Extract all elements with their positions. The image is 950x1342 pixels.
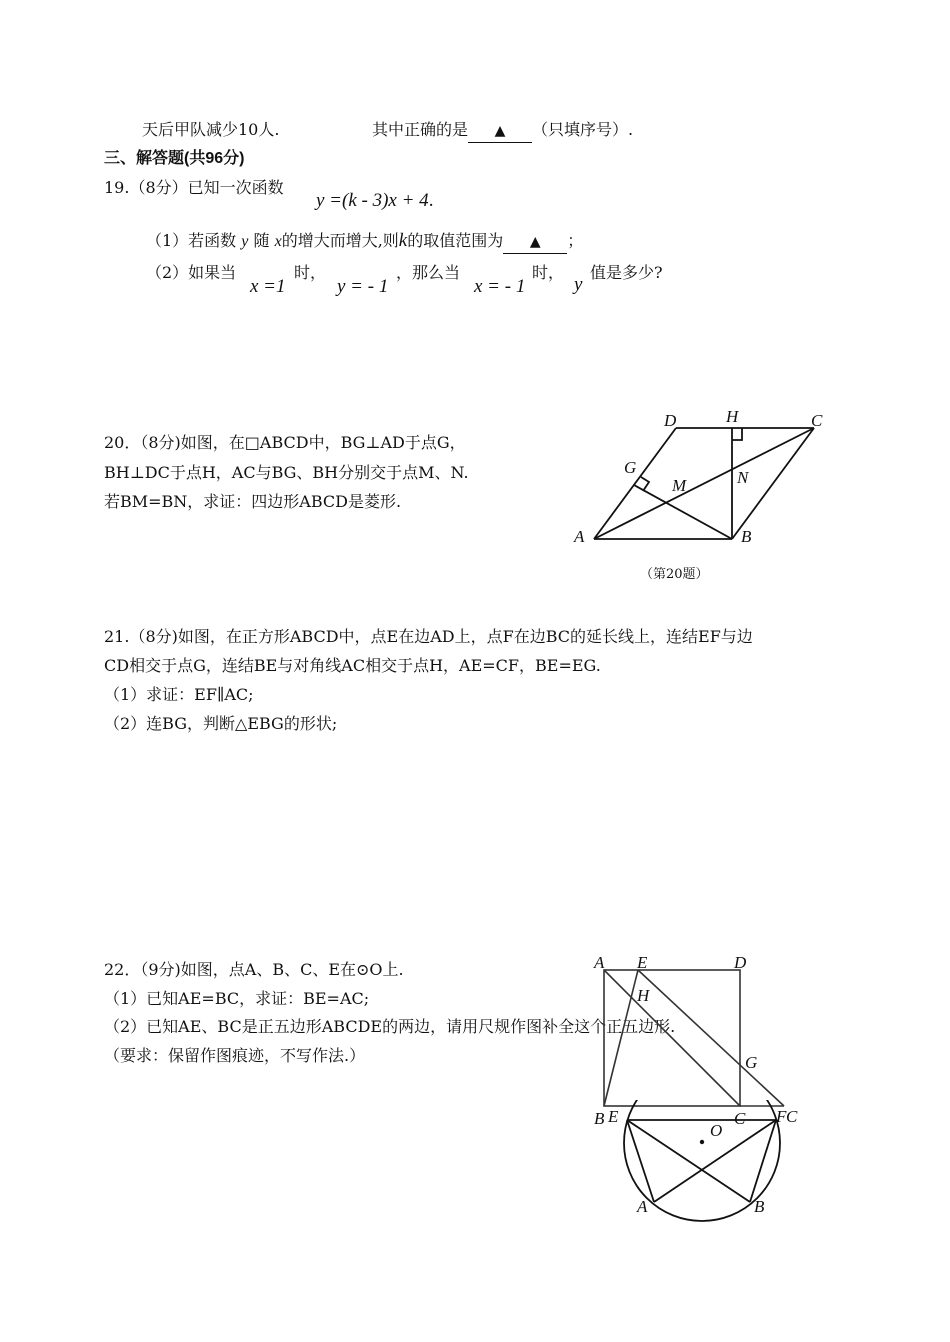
fig20-label-H: H: [726, 407, 739, 426]
q21-line2: CD相交于点G，连结BE与对角线AC相交于点H，AE=CF，BE=EG.: [104, 656, 601, 675]
q18-note: （只填序号）.: [532, 120, 634, 139]
q18-tail-text: 天后甲队减少10人.: [142, 120, 280, 139]
q19-p2-shi2: 时，: [532, 263, 565, 282]
fig21-label-F: F: [776, 1107, 787, 1125]
q19-p1-k: k: [398, 230, 408, 251]
q22-circle-figure: [600, 1100, 810, 1235]
fig22-label-E: E: [608, 1107, 619, 1126]
fig20-label-D: D: [664, 411, 677, 430]
q19-p1-prefix: （1）若函数: [146, 231, 237, 250]
fig21-label-D: D: [734, 953, 747, 972]
q19-p2-mid: ，那么当: [396, 263, 461, 282]
fig21-label-G: G: [745, 1053, 758, 1072]
q19-head: 19.（8分）已知一次函数: [104, 178, 284, 197]
fig21-label-H: H: [637, 986, 650, 1005]
q20-line3: 若BM=BN，求证：四边形ABCD是菱形.: [104, 492, 402, 511]
q19-p1-x: x: [274, 233, 282, 250]
q18-answer-blank[interactable]: ▲: [468, 120, 532, 143]
q21-line1: 21.（8分)如图，在正方形ABCD中，点E在边AD上，点F在边BC的延长线上，连结EF与边: [104, 627, 753, 646]
q19-formula: y =(k - 3)x + 4.: [316, 190, 434, 211]
fig20-label-G: G: [624, 458, 637, 477]
q18-tail-line: [142, 119, 279, 141]
q19-p1-end: ；: [567, 231, 584, 250]
q22-part2: （2）已知AE、BC是正五边形ABCDE的两边，请用尺规作图补全这个正五边形.: [104, 1017, 676, 1036]
q21-part1: （1）求证：EF∥AC;: [104, 685, 254, 704]
q19-p1-tail: 的取值范围为: [407, 231, 504, 250]
q19-p1-y: y: [241, 233, 249, 250]
fig22-label-B: B: [754, 1197, 765, 1216]
q19-p2-shi: 时，: [294, 263, 327, 282]
fig20-label-M: M: [672, 476, 687, 495]
fig20-label-C: C: [811, 411, 823, 430]
fig20-label-N: N: [737, 468, 749, 487]
fig20-label-B: B: [741, 527, 752, 546]
q20-line2: BH⊥DC于点H，AC与BG、BH分别交于点M、N.: [104, 463, 469, 482]
q21-part2: （2）连BG，判断△EBG的形状;: [104, 714, 338, 733]
q19-part1: [146, 230, 583, 254]
fig22-label-A: A: [637, 1197, 648, 1216]
q19-p2-tail: 值是多少?: [590, 263, 663, 282]
q21-square-figure: [588, 950, 800, 1125]
fig21-label-E: E: [637, 953, 648, 972]
q19-p2-y: y: [574, 274, 583, 295]
q19-p2-prefix: （2）如果当: [146, 263, 237, 282]
section3-title: 三、解答题(共96分): [104, 150, 245, 167]
q19-p2-x1: x =1: [250, 276, 286, 297]
q20-line1: 20．（8分)如图，在□ABCD中，BG⊥AD于点G，: [104, 433, 466, 452]
q19-p1-blank[interactable]: ▲: [503, 231, 567, 254]
fig21-label-A: A: [594, 953, 605, 972]
q22-part1: （1）已知AE=BC，求证：BE=AC;: [104, 989, 370, 1008]
q18-answer-line: [372, 119, 633, 143]
q20-parallelogram-figure: [560, 400, 840, 550]
fig20-label-A: A: [574, 527, 585, 546]
q18-correct-label: 其中正确的是: [372, 120, 469, 139]
q22-line1: 22．（9分)如图，点A、B、C、E在⊙O上.: [104, 960, 404, 979]
fig21-label-C: C: [734, 1109, 746, 1125]
q19-p2-y1: y = - 1: [337, 276, 389, 297]
fig22-label-C: C: [786, 1107, 798, 1126]
q19-p1-mid2: 的增大而增大,则: [281, 231, 399, 250]
q19-p1-mid: 随: [253, 231, 270, 250]
q20-caption: （第20题）: [640, 567, 709, 582]
q22-note: （要求：保留作图痕迹，不写作法.）: [104, 1046, 366, 1065]
q19-p2-x2: x = - 1: [474, 276, 526, 297]
fig21-label-B: B: [594, 1109, 605, 1125]
fig22-label-O: O: [710, 1121, 723, 1140]
